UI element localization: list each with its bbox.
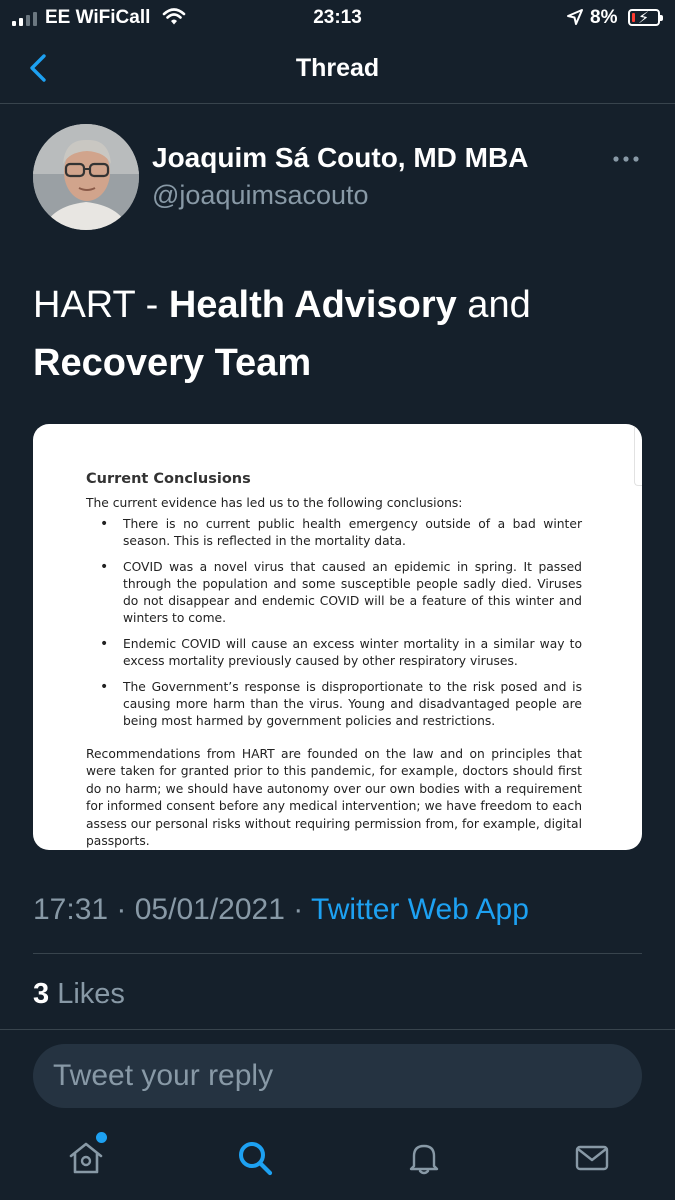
tweet-text: HART - Health Advisory and Recovery Team (33, 284, 531, 384)
nav-header (0, 36, 675, 104)
more-options-icon[interactable] (608, 146, 644, 172)
tab-search[interactable] (235, 1138, 275, 1178)
divider (33, 953, 642, 954)
doc-intro: The current evidence has led us to the following conclusions: (86, 496, 463, 510)
image-edge (634, 426, 642, 486)
notification-dot (96, 1132, 107, 1143)
divider (0, 1029, 675, 1030)
page-title: Thread (295, 54, 380, 82)
list-item: • COVID was a novel virus that caused an epidemic in spring. It passed through the population and some susceptible people sadly died. Viruses do not disappear and endemic COVID will be a feature of this winter and winters to come. (86, 559, 582, 627)
list-item: • The Government’s response is disproportionate to the risk posed and is causing more harm than the virus. Young and disadvantaged people are being most harmed by government policies and restrictions. (86, 679, 582, 730)
tweet-image[interactable] (33, 424, 642, 850)
messages-icon (572, 1138, 612, 1178)
list-item: • Endemic COVID will cause an excess winter mortality in a similar way to excess mortality previously caused by other respiratory viruses. (86, 636, 582, 670)
search-icon (235, 1138, 275, 1178)
notifications-icon (404, 1138, 444, 1178)
tab-home[interactable] (66, 1138, 106, 1178)
home-icon (66, 1138, 106, 1178)
likes-count[interactable]: 3 Likes (33, 978, 125, 1010)
battery-icon: ⚡ (628, 9, 660, 26)
battery-percentage: 8% (590, 7, 618, 28)
tweet-timestamp: 17:31 · 05/01/2021 · Twitter Web App (33, 893, 529, 926)
tab-bar (0, 1128, 675, 1200)
doc-heading: Current Conclusions (86, 471, 251, 487)
author-name[interactable]: Joaquim Sá Couto, MD MBA (152, 142, 529, 173)
location-arrow-icon (566, 8, 584, 26)
status-time: 23:13 (313, 7, 362, 28)
tab-messages[interactable] (572, 1138, 612, 1178)
tweet-source-link[interactable]: Twitter Web App (311, 893, 529, 926)
carrier-name: EE WiFiCall (45, 7, 151, 28)
tweet-date: 05/01/2021 (134, 893, 285, 926)
list-item: • There is no current public health emergency outside of a bad winter season. This is reflected in the mortality data. (86, 516, 582, 550)
doc-paragraph: Recommendations from HART are founded on the law and on principles that were taken for granted prior to this pandemic, for example, doctors should first do no harm; we should have autonomy over our own bodies with a requirement for informed consent before any medical intervention; we have freedom to each assess our personal risks without requiring permission from, for example, digital passports. (86, 747, 582, 849)
tweet-time: 17:31 (33, 893, 109, 926)
status-bar (0, 0, 675, 36)
author-handle[interactable]: @joaquimsacouto (152, 180, 369, 210)
reply-input[interactable] (33, 1044, 642, 1108)
tab-notifications[interactable] (404, 1138, 444, 1178)
avatar[interactable] (33, 124, 139, 230)
doc-bullet-list (86, 516, 582, 739)
